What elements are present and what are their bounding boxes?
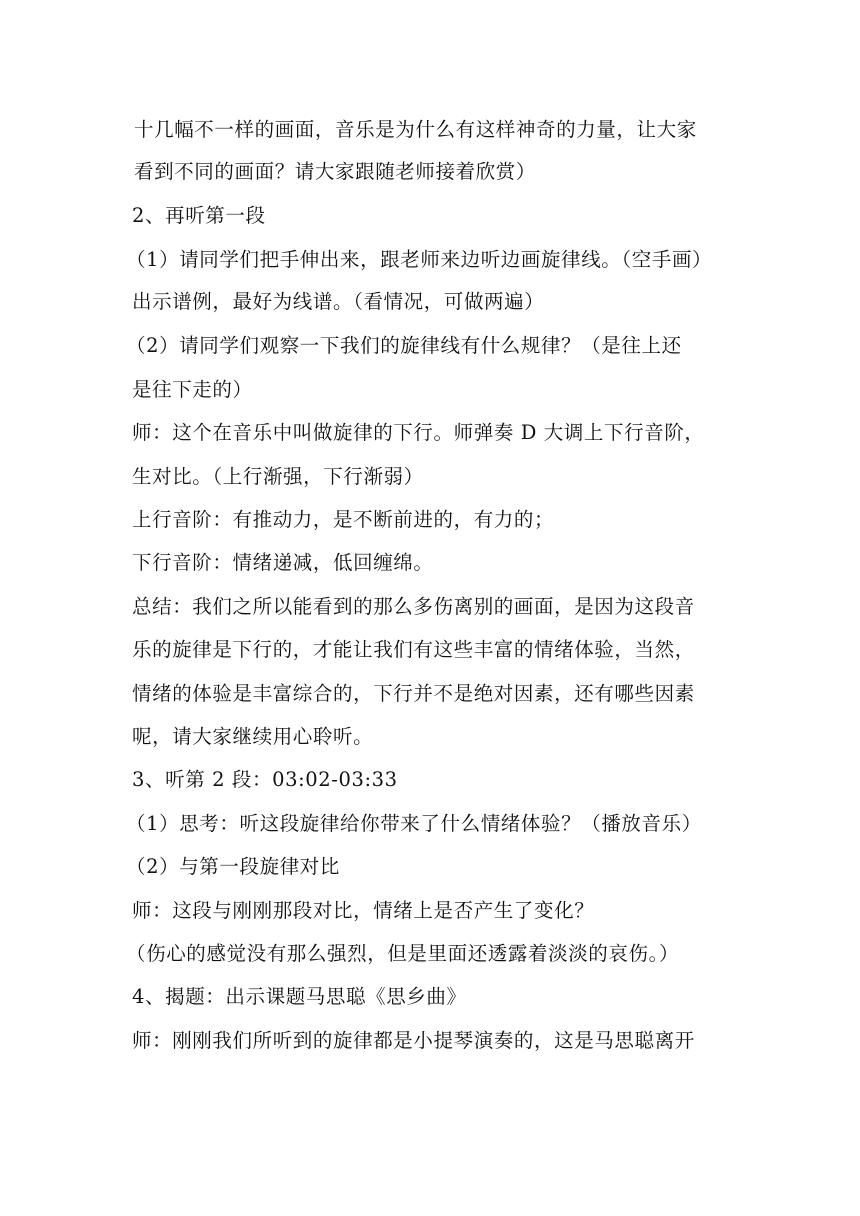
text-line-4: （1）请同学们把手伸出来，跟老师来边听边画旋律线。（空手画） [126,248,713,271]
text-line-7: 是往下走的） [132,378,253,401]
text-line-20: （伤心的感觉没有那么强烈，但是里面还透露着淡淡的哀伤。） [126,942,680,965]
text-line-18: （2）与第一段旋律对比 [126,855,341,878]
text-line-22: 师：刚刚我们所听到的旋律都是小提琴演奏的，这是马思聪离开 [132,1029,695,1052]
text-line-13: 乐的旋律是下行的，才能让我们有这些丰富的情绪体验，当然， [132,638,695,661]
text-line-19: 师：这段与刚刚那段对比，情绪上是否产生了变化？ [132,899,595,922]
text-line-9: 生对比。（上行渐强，下行渐弱） [132,465,424,488]
text-line-12: 总结：我们之所以能看到的那么多伤离别的画面，是因为这段音 [132,595,695,618]
text-line-5: 出示谱例，最好为线谱。（看情况，可做两遍） [132,290,545,313]
text-line-8: 师：这个在音乐中叫做旋律的下行。师弹奏 D 大调上下行音阶， [132,421,705,444]
text-line-15: 呢，请大家继续用心聆听。 [132,725,374,748]
section-heading-3: 3、听第 2 段：03:02-03:33 [132,768,398,791]
section-heading-2: 2、再听第一段 [132,204,266,227]
text-line-6: （2）请同学们观察一下我们的旋律线有什么规律？（是往上还 [126,334,682,357]
text-line-14: 情绪的体验是丰富综合的，下行并不是绝对因素，还有哪些因素 [132,682,695,705]
text-line-17: （1）思考：听这段旋律给你带来了什么情绪体验？（播放音乐） [126,812,702,835]
text-line-2: 看到不同的画面？请大家跟随老师接着欣赏） [134,160,537,183]
text-line-11: 下行音阶：情绪递减，低回缠绵。 [132,551,434,574]
text-line-10: 上行音阶：有推动力，是不断前进的，有力的； [132,508,555,531]
text-line-1: 十几幅不一样的画面，音乐是为什么有这样神奇的力量，让大家 [134,118,697,141]
section-heading-4: 4、揭题：出示课题马思聪《思乡曲》 [132,985,467,1008]
